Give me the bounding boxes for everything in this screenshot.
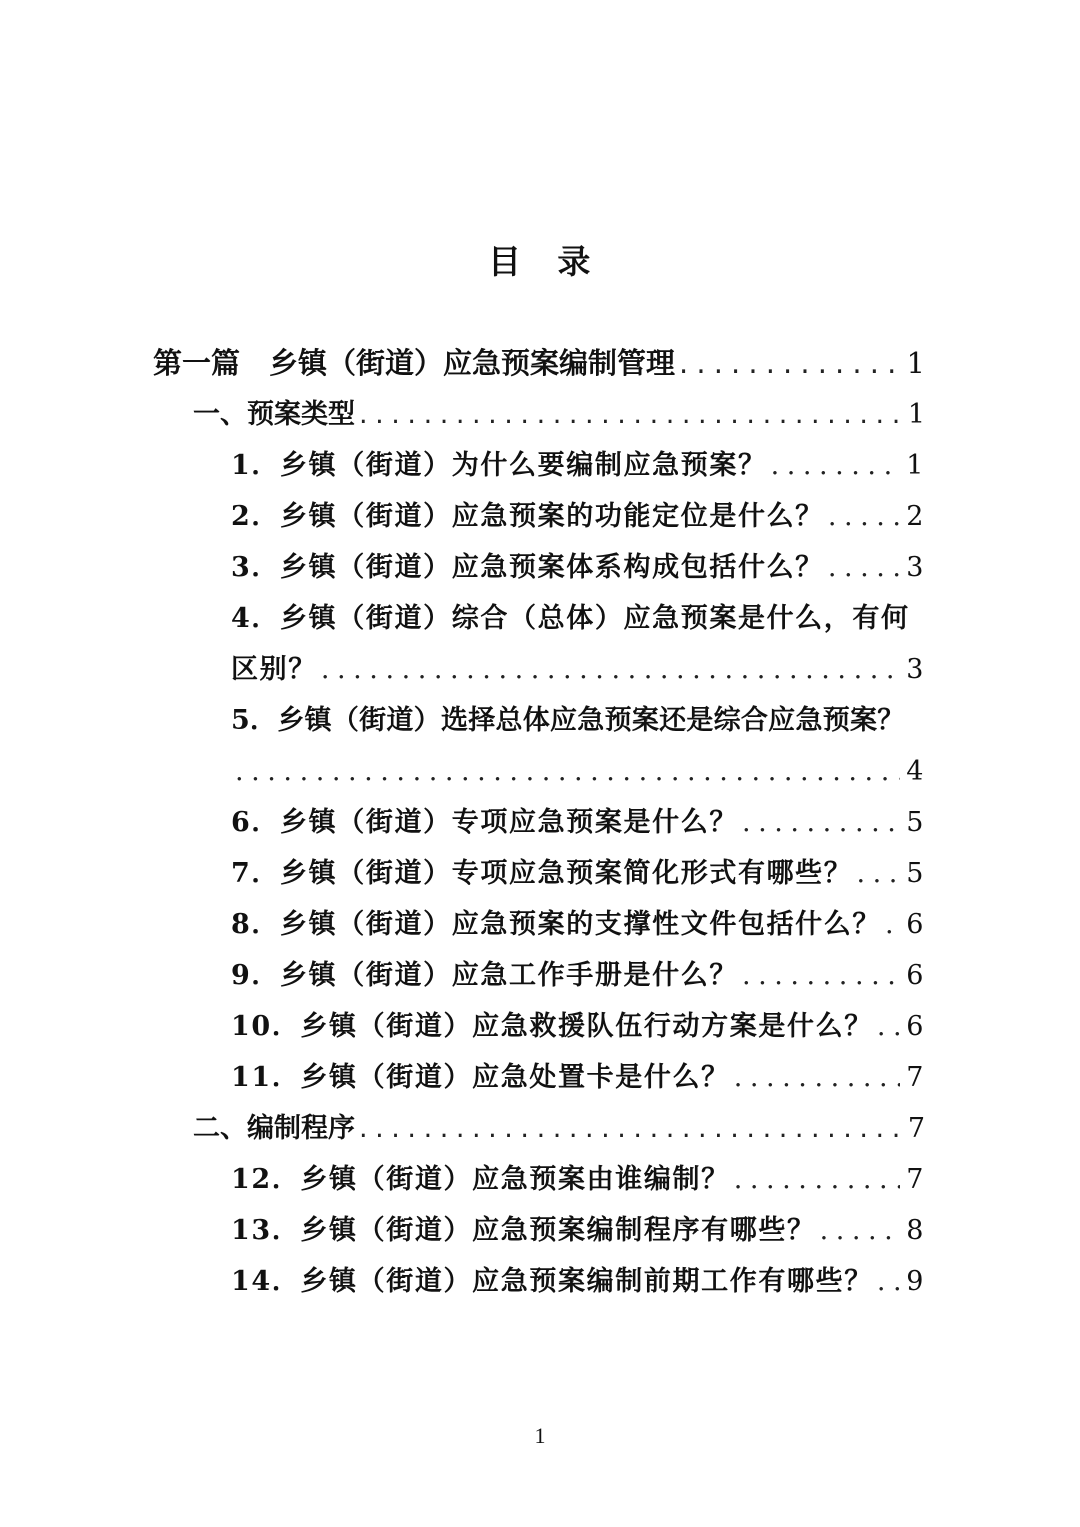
toc-entry-item-13[interactable] [231, 1205, 925, 1256]
toc-entry-item-10[interactable] [231, 1001, 925, 1052]
toc-entry-text: 1．乡镇（街道）为什么要编制应急预案？ [231, 450, 767, 481]
dot-leader [877, 1001, 900, 1052]
dot-leader [877, 1256, 900, 1307]
toc-entry-page: 1 [906, 346, 925, 380]
toc-entry-section-2[interactable] [193, 1103, 925, 1154]
dot-leader [235, 746, 900, 797]
dot-leader [885, 899, 900, 950]
dot-leader [679, 338, 901, 389]
toc-entry-page: 5 [906, 807, 925, 838]
toc-entry-page: 7 [906, 1062, 925, 1093]
toc-entry-text: 14．乡镇（街道）应急预案编制前期工作有哪些？ [231, 1266, 873, 1297]
toc-entry-page: 2 [906, 501, 925, 532]
toc-entry-item-4[interactable] [231, 644, 925, 695]
toc-entry-page: 1 [906, 450, 925, 481]
dot-leader [359, 389, 902, 440]
toc-entry-text: 10．乡镇（街道）应急救援队伍行动方案是什么？ [231, 1011, 873, 1042]
toc-entry-item-4-line1[interactable]: 4．乡镇（街道）综合（总体）应急预案是什么，有何 [231, 603, 910, 634]
toc-entry-page: 5 [906, 858, 925, 889]
toc-entry-text: 第一篇 乡镇（街道）应急预案编制管理 [153, 346, 676, 380]
toc-entry-text: 二、编制程序 [193, 1113, 355, 1144]
toc-entry-item-1[interactable] [231, 440, 925, 491]
toc-entry-text: 2．乡镇（街道）应急预案的功能定位是什么？ [231, 501, 824, 532]
page-title: 目 录 [488, 242, 592, 281]
toc-entry-page: 6 [906, 909, 925, 940]
toc-entry-item-2[interactable] [231, 491, 925, 542]
toc-entry-text: 12．乡镇（街道）应急预案由谁编制？ [231, 1164, 730, 1195]
toc-entry-text: 8．乡镇（街道）应急预案的支撑性文件包括什么？ [231, 909, 882, 940]
dot-leader [820, 1205, 901, 1256]
dot-leader [771, 440, 901, 491]
toc-entry-item-5-line1[interactable]: 5．乡镇（街道）选择总体应急预案还是综合应急预案？ [231, 705, 905, 736]
toc-entry-page: 7 [906, 1164, 925, 1195]
page-number: 1 [534, 1423, 546, 1448]
toc-entry-item-14[interactable] [231, 1256, 925, 1307]
dot-leader [359, 1103, 902, 1154]
toc-entry-text: 7．乡镇（街道）专项应急预案简化形式有哪些？ [231, 858, 853, 889]
toc-entry-item-12[interactable] [231, 1154, 925, 1205]
toc-entry-page: 4 [906, 756, 925, 787]
dot-leader [734, 1052, 900, 1103]
toc-entry-item-11[interactable] [231, 1052, 925, 1103]
toc-entry-item-6[interactable] [231, 797, 925, 848]
toc-entry-text: 9．乡镇（街道）应急工作手册是什么？ [231, 960, 738, 991]
toc-entry-page: 6 [906, 960, 925, 991]
toc-entry-page: 6 [906, 1011, 925, 1042]
dot-leader [734, 1154, 900, 1205]
toc-entry-page: 7 [907, 1113, 925, 1144]
toc-entry-section-1[interactable] [193, 389, 925, 440]
toc-entry-text: 11．乡镇（街道）应急处置卡是什么？ [231, 1062, 730, 1093]
toc-entry-text: 3．乡镇（街道）应急预案体系构成包括什么？ [231, 552, 824, 583]
toc-entry-page: 1 [907, 399, 925, 430]
dot-leader [828, 542, 900, 593]
toc-entry-page: 9 [906, 1266, 925, 1297]
toc-entry-page: 8 [906, 1215, 925, 1246]
dot-leader [828, 491, 900, 542]
toc-entry-item-7[interactable] [231, 848, 925, 899]
toc-entry-page: 3 [906, 654, 925, 685]
toc-entry-item-5[interactable] [231, 746, 925, 797]
toc-entry-text: 区别？ [231, 654, 317, 685]
dot-leader [856, 848, 900, 899]
dot-leader [321, 644, 900, 695]
dot-leader [742, 950, 900, 1001]
toc-entry-part-1[interactable] [153, 338, 925, 389]
toc-entry-page: 3 [906, 552, 925, 583]
toc-entry-text: 6．乡镇（街道）专项应急预案是什么？ [231, 807, 738, 838]
dot-leader [742, 797, 900, 848]
toc-entry-text: 13．乡镇（街道）应急预案编制程序有哪些？ [231, 1215, 816, 1246]
toc-entry-item-9[interactable] [231, 950, 925, 1001]
toc-entry-item-3[interactable] [231, 542, 925, 593]
toc-entry-text: 一、预案类型 [193, 399, 355, 430]
toc-entry-item-8[interactable] [231, 899, 925, 950]
